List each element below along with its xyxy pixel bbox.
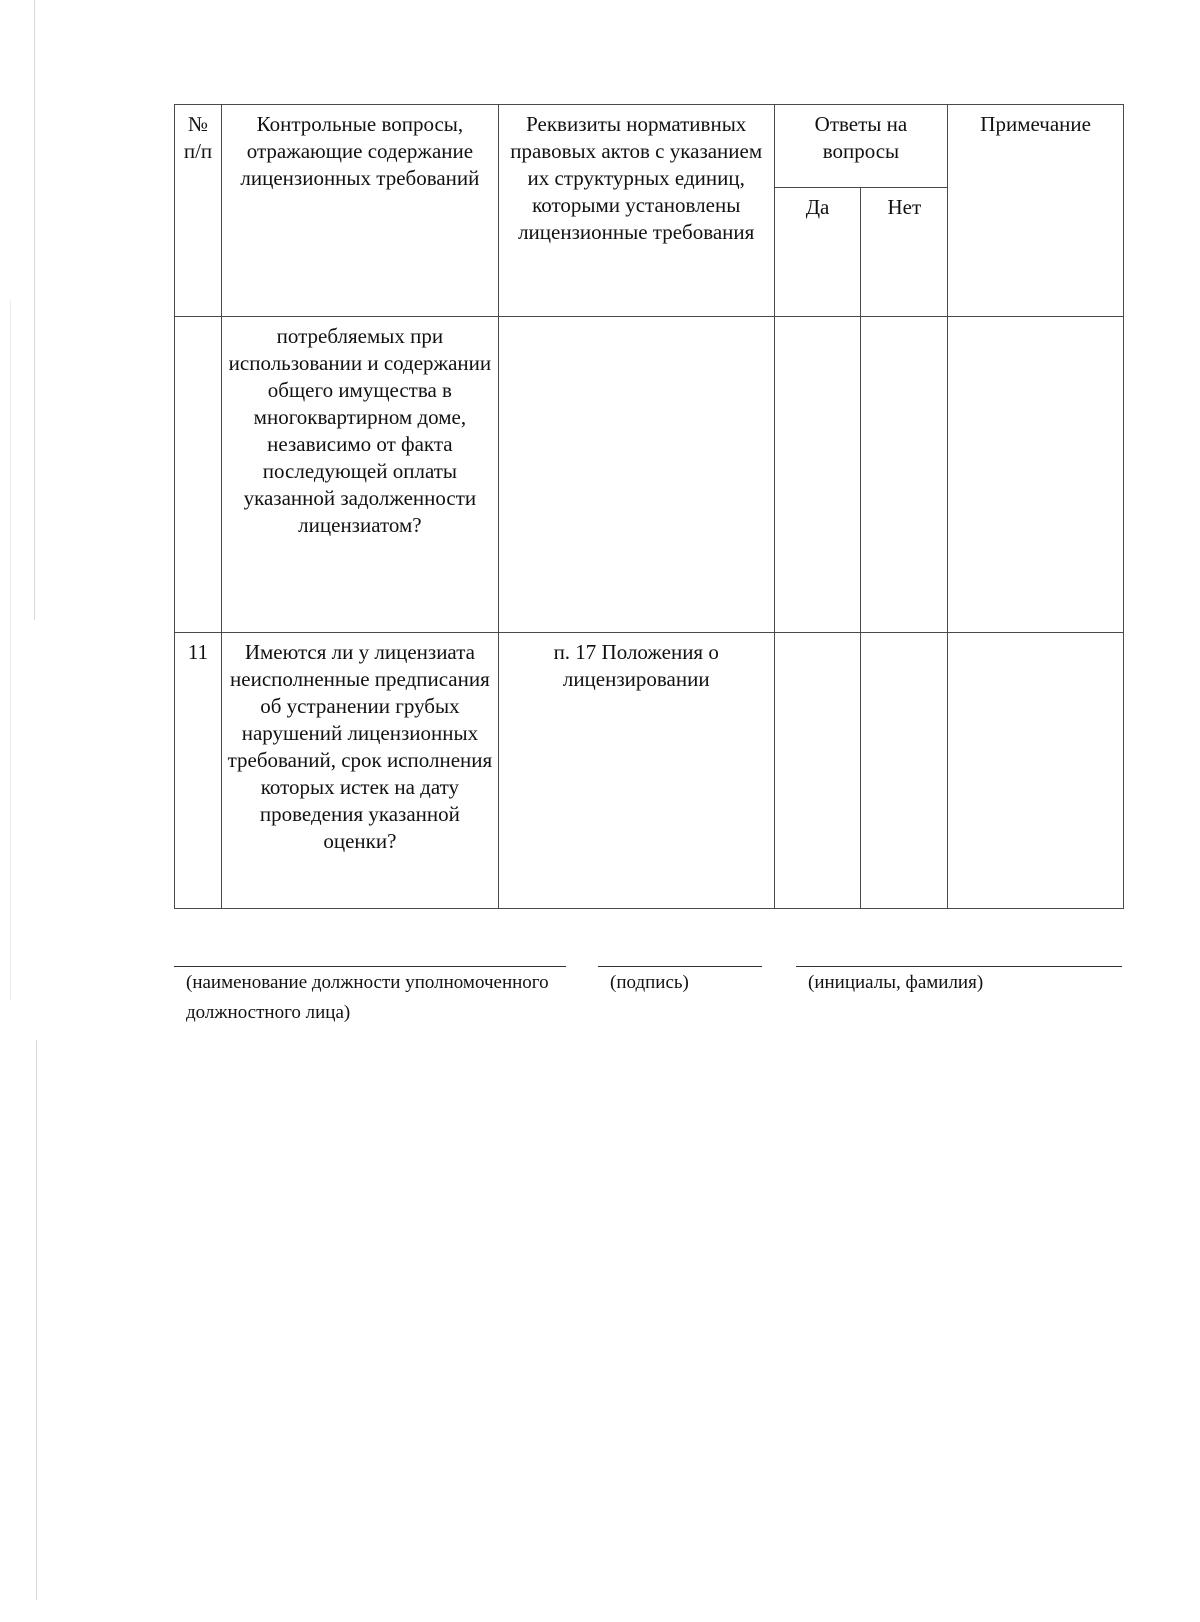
license-checklist-table [174, 104, 1124, 909]
row-note[interactable] [948, 317, 1124, 633]
header-answers: Ответы на вопросы [774, 105, 948, 188]
table-header-row [175, 105, 1124, 188]
name-line[interactable] [796, 966, 1122, 967]
row-answer-yes[interactable] [774, 317, 861, 633]
row-number [175, 317, 222, 633]
row-answer-no[interactable] [861, 633, 948, 909]
header-number: № п/п [175, 105, 222, 317]
scan-artifact [10, 300, 11, 1000]
row-requisites: п. 17 Положения о лицензировании [498, 633, 774, 909]
row-question: потребляемых при использовании и содержании общего имущества в многоквартирном доме, независимо от факта последующей оплаты указанной задолженности лицензиатом? [221, 317, 498, 633]
table-row [175, 317, 1124, 633]
row-answer-yes[interactable] [774, 633, 861, 909]
row-number: 11 [175, 633, 222, 909]
header-no: Нет [861, 188, 948, 317]
table-row [175, 633, 1124, 909]
header-requisites: Реквизиты нормативных правовых актов с указанием их структурных единиц, которыми установлены лицензионные требования [498, 105, 774, 317]
signature-line[interactable] [598, 966, 762, 967]
scan-artifact [34, 0, 35, 620]
row-note[interactable] [948, 633, 1124, 909]
row-answer-no[interactable] [861, 317, 948, 633]
scan-artifact [36, 1040, 37, 1600]
name-caption: (инициалы, фамилия) [808, 972, 984, 993]
row-requisites [498, 317, 774, 633]
signature-block [0, 966, 1200, 1046]
header-note: Примечание [948, 105, 1124, 317]
header-control-questions: Контрольные вопросы, отражающие содержание лицензионных требований [221, 105, 498, 317]
row-question: Имеются ли у лицензиата неисполненные предписания об устранении грубых нарушений лицензионных требований, срок исполнения которых истек на дату проведения указанной оценки? [221, 633, 498, 909]
signature-caption: (подпись) [610, 972, 689, 993]
position-caption: (наименование должности уполномоченного должностного лица) [186, 972, 549, 1023]
header-yes: Да [774, 188, 861, 317]
position-line[interactable] [174, 966, 566, 967]
